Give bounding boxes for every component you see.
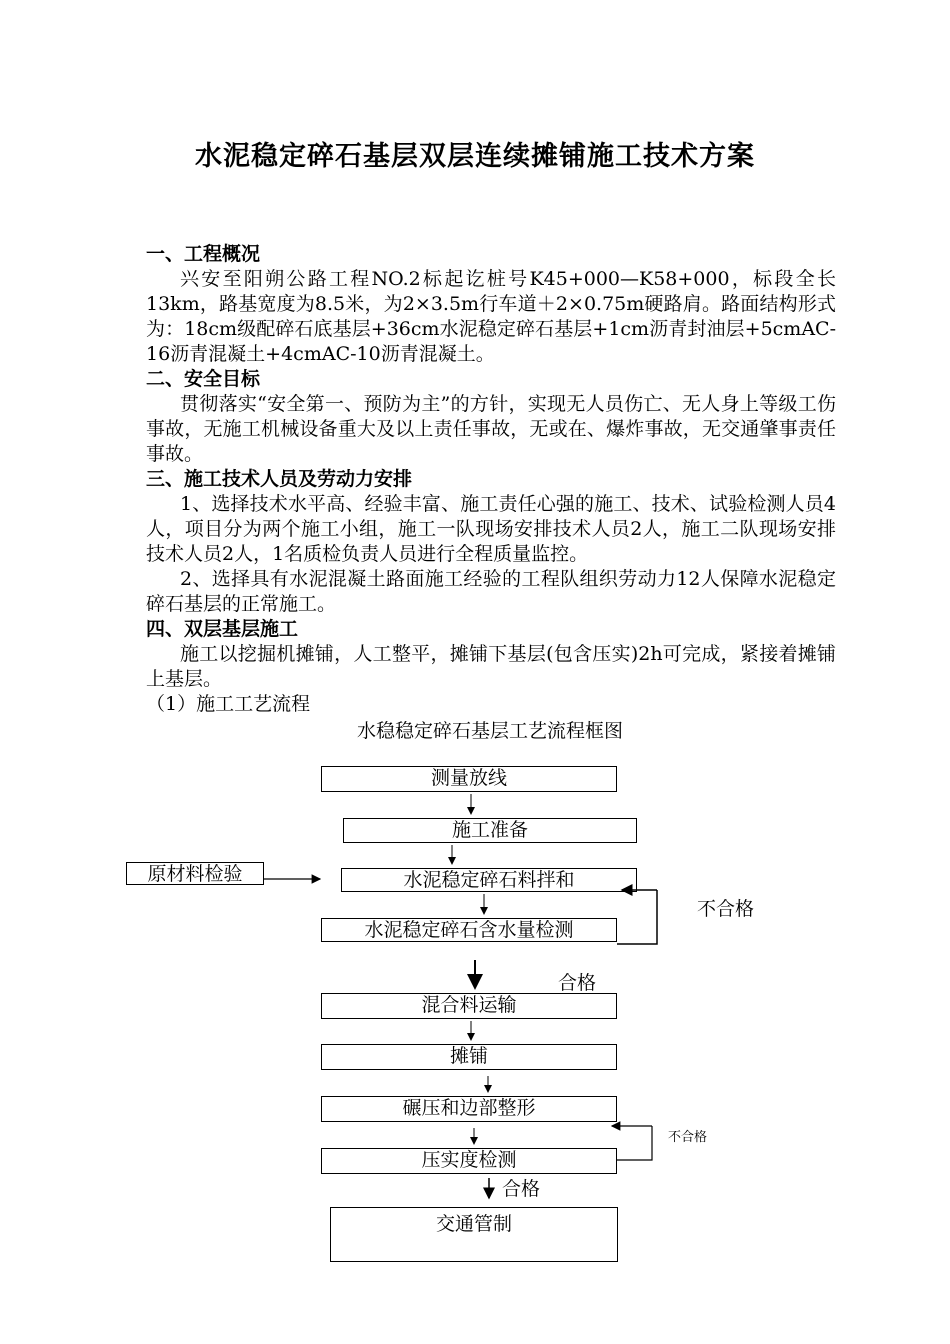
page-title: 水泥稳定碎石基层双层连续摊铺施工技术方案 [195, 141, 755, 172]
pass-label: 合格 [502, 1178, 541, 1200]
flow-step-transport: 混合料运输 [321, 993, 617, 1019]
section-heading: 二、安全目标 [146, 368, 261, 390]
flow-step-mixing: 水泥稳定碎石料拌和 [341, 868, 637, 892]
section-heading: 一、工程概况 [146, 243, 261, 265]
paragraph: 贯彻落实“安全第一、预防为主”的方针，实现无人员伤亡、无人身上等级工伤事故，无施工机械设备重大及以上责任事故，无或在、爆炸事故，无交通肇事责任事故。 [146, 393, 836, 465]
section-heading: 三、施工技术人员及劳动力安排 [146, 468, 413, 490]
paragraph: 兴安至阳朔公路工程NO.2标起讫桩号K45+000—K58+000，标段全长13km，路基宽度为8.5米，为2×3.5m行车道＋2×0.75m硬路肩。路面结构形式为：18cm级配碎石底基层+36cm水泥稳定碎石基层+1cm沥青封油层+5cmAC-16沥青混凝土+4cmAC-10沥青混凝土。 [146, 268, 836, 365]
fail-label: 不合格 [668, 1130, 708, 1145]
flow-step-paving: 摊铺 [321, 1044, 617, 1070]
paragraph: 施工以挖掘机摊铺，人工整平，摊铺下基层(包含压实)2h可完成，紧接着摊铺上基层。 [146, 643, 836, 690]
flow-step-survey: 测量放线 [321, 766, 617, 792]
flow-step-density-test: 压实度检测 [321, 1148, 617, 1174]
flowchart-title: 水稳稳定碎石基层工艺流程框图 [356, 720, 623, 742]
flow-step-traffic-control: 交通管制 [330, 1207, 618, 1262]
paragraph: 1、选择技术水平高、经验丰富、施工责任心强的施工、技术、试验检测人员4 人，项目分为两个施工小组，施工一队现场安排技术人员2人，施工二队现场安排技术人员2人，1名质检负责人员进行全程质量监控。 [146, 493, 836, 565]
flow-input-material-check: 原材料检验 [126, 862, 264, 885]
feedback-loop [617, 1126, 652, 1160]
paragraph: 2、选择具有水泥混凝土路面施工经验的工程队组织劳动力12人保障水泥稳定碎石基层的正常施工。 [146, 568, 836, 615]
flow-step-moisture-test: 水泥稳定碎石含水量检测 [321, 918, 617, 942]
subheading: （1）施工工艺流程 [146, 693, 311, 715]
feedback-loop [617, 890, 657, 944]
section-heading: 四、双层基层施工 [146, 618, 299, 640]
flow-step-compaction: 碾压和边部整形 [321, 1096, 617, 1122]
flow-step-preparation: 施工准备 [343, 818, 637, 843]
fail-label: 不合格 [697, 898, 755, 920]
pass-label: 合格 [558, 972, 597, 994]
